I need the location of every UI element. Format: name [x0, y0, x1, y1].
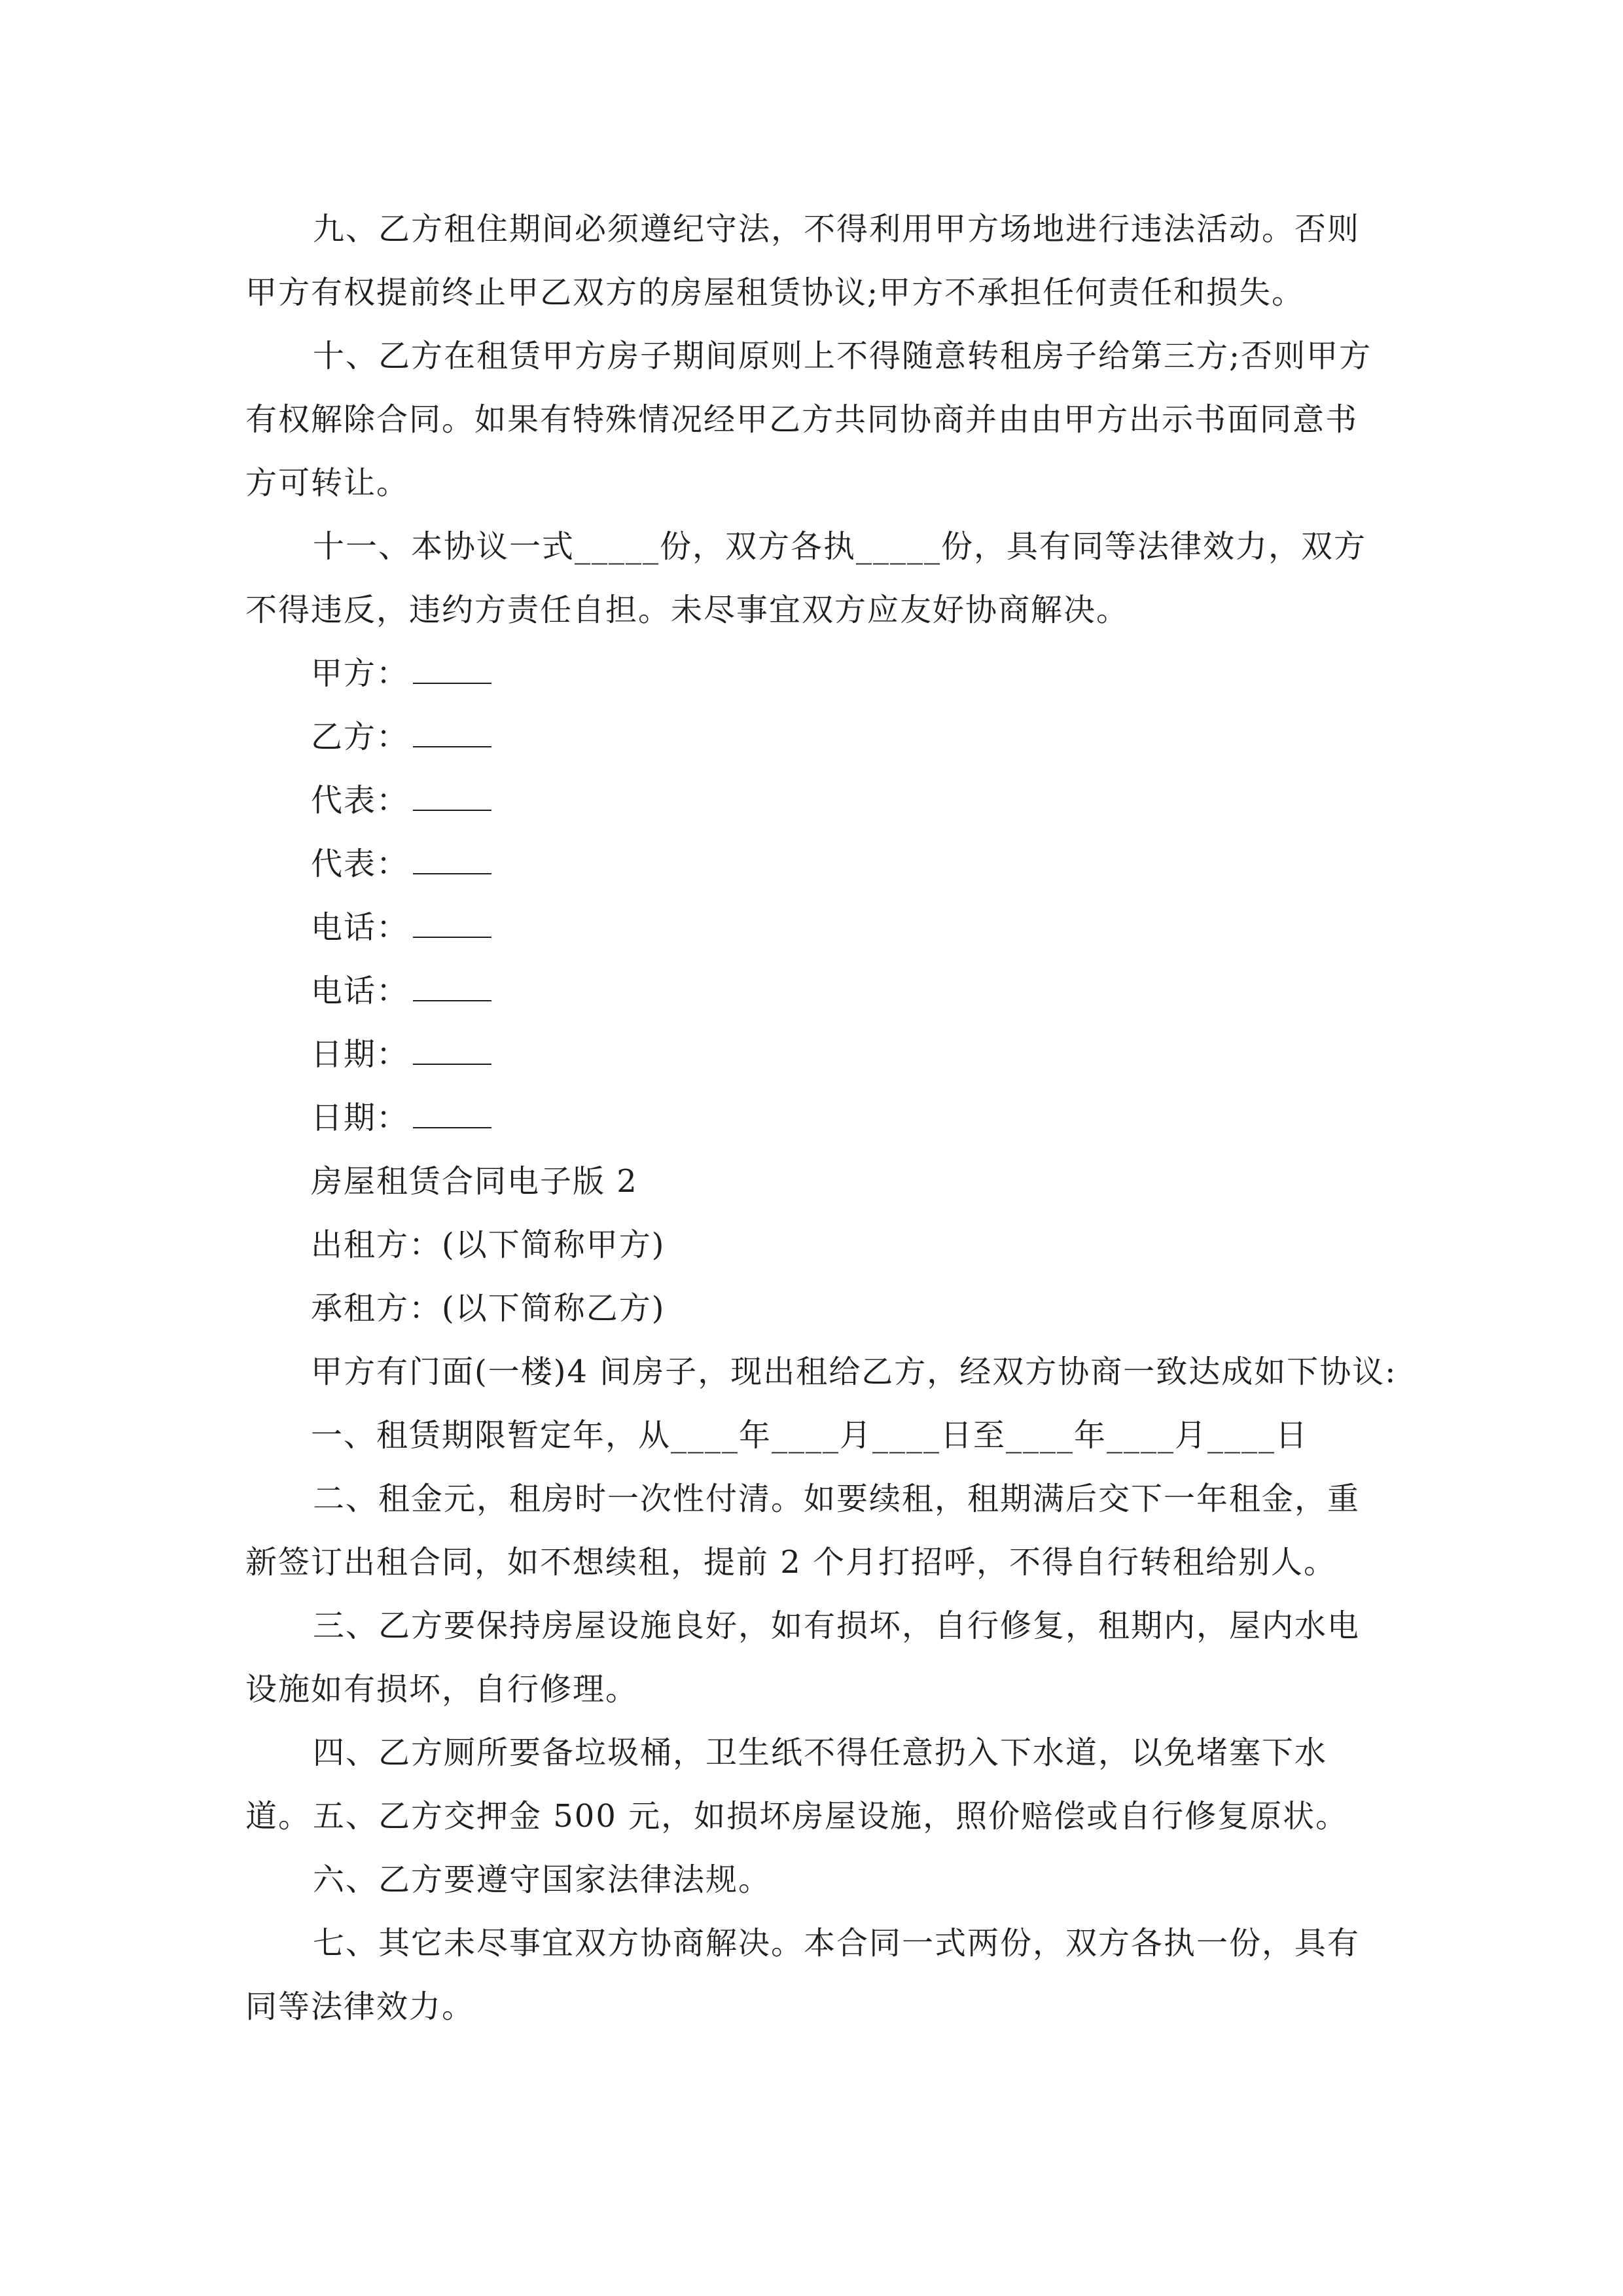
- signature-label: 日期：: [311, 1036, 410, 1073]
- signature-blank: [413, 783, 491, 811]
- contract2-lessee: 承租方：(以下简称乙方): [311, 1290, 666, 1327]
- contract2-clause-6: 六、乙方要遵守国家法律法规。: [313, 1861, 772, 1898]
- signature-label: 代表：: [311, 846, 410, 882]
- signature-label: 日期：: [311, 1100, 410, 1136]
- contract2-clause-7: 七、其它未尽事宜双方协商解决。本合同一式两份，双方各执一份，具有同等法律效力。: [245, 1925, 1361, 2025]
- signature-label: 乙方：: [311, 719, 410, 755]
- clause-9: 九、乙方租住期间必须遵纪守法，不得利用甲方场地进行违法活动。否则甲方有权提前终止甲乙双方的房屋租赁协议;甲方不承担任何责任和损失。: [245, 211, 1361, 311]
- signature-phone-b: [311, 960, 491, 1023]
- signature-label: 电话：: [311, 909, 410, 946]
- signature-representative-b: [311, 833, 491, 896]
- clause-10: 十、乙方在租赁甲方房子期间原则上不得随意转租房子给第三方;否则甲方有权解除合同。如果有特殊情况经甲乙方共同协商并由由甲方出示书面同意书方可转让。: [245, 338, 1372, 501]
- contract2-lessor: 出租方：(以下简称甲方): [311, 1227, 666, 1263]
- clause-11: 十一、本协议一式_____份，双方各执_____份，具有同等法律效力，双方不得违反，违约方责任自担。未尽事宜双方应友好协商解决。: [245, 528, 1367, 628]
- signature-representative-a: [311, 769, 491, 833]
- contract2-term: 一、租赁期限暂定年，从____年____月____日至____年____月____日: [311, 1417, 1309, 1454]
- signature-label: 甲方：: [311, 655, 410, 692]
- signature-blank: [413, 847, 491, 874]
- signature-blank: [413, 720, 491, 747]
- signature-party-b: [311, 706, 491, 769]
- contract2-clause-4: 四、乙方厕所要备垃圾桶，卫生纸不得任意扔入下水道，以免堵塞下水道。: [245, 1734, 1328, 1835]
- signature-date-b: [311, 1086, 491, 1150]
- contract2-clause-3: 三、乙方要保持房屋设施良好，如有损坏，自行修复，租期内，屋内水电设施如有损坏，自行修理。: [245, 1607, 1361, 1708]
- signature-phone-a: [311, 896, 491, 960]
- contract2-intro: 甲方有门面(一楼)4 间房子，现出租给乙方，经双方协商一致达成如下协议:: [311, 1354, 1397, 1390]
- signature-blank: [413, 974, 491, 1001]
- signature-label: 电话：: [311, 973, 410, 1009]
- signature-label: 代表：: [311, 782, 410, 819]
- contract2-clause-2: 二、租金元，租房时一次性付清。如要续租，租期满后交下一年租金，重新签订出租合同，如不想续租，提前 2 个月打招呼，不得自行转租给别人。: [245, 1480, 1361, 1581]
- contract2-title: 房屋租赁合同电子版 2: [311, 1163, 638, 1200]
- signature-party-a: [311, 642, 491, 706]
- signature-blank: [413, 1101, 491, 1128]
- signature-blank: [413, 656, 491, 684]
- signature-blank: [413, 910, 491, 938]
- signature-date-a: [311, 1023, 491, 1086]
- signature-blank: [413, 1037, 491, 1065]
- contract2-clause-5: 五、乙方交押金 500 元，如损坏房屋设施，照价赔偿或自行修复原状。: [313, 1798, 1349, 1835]
